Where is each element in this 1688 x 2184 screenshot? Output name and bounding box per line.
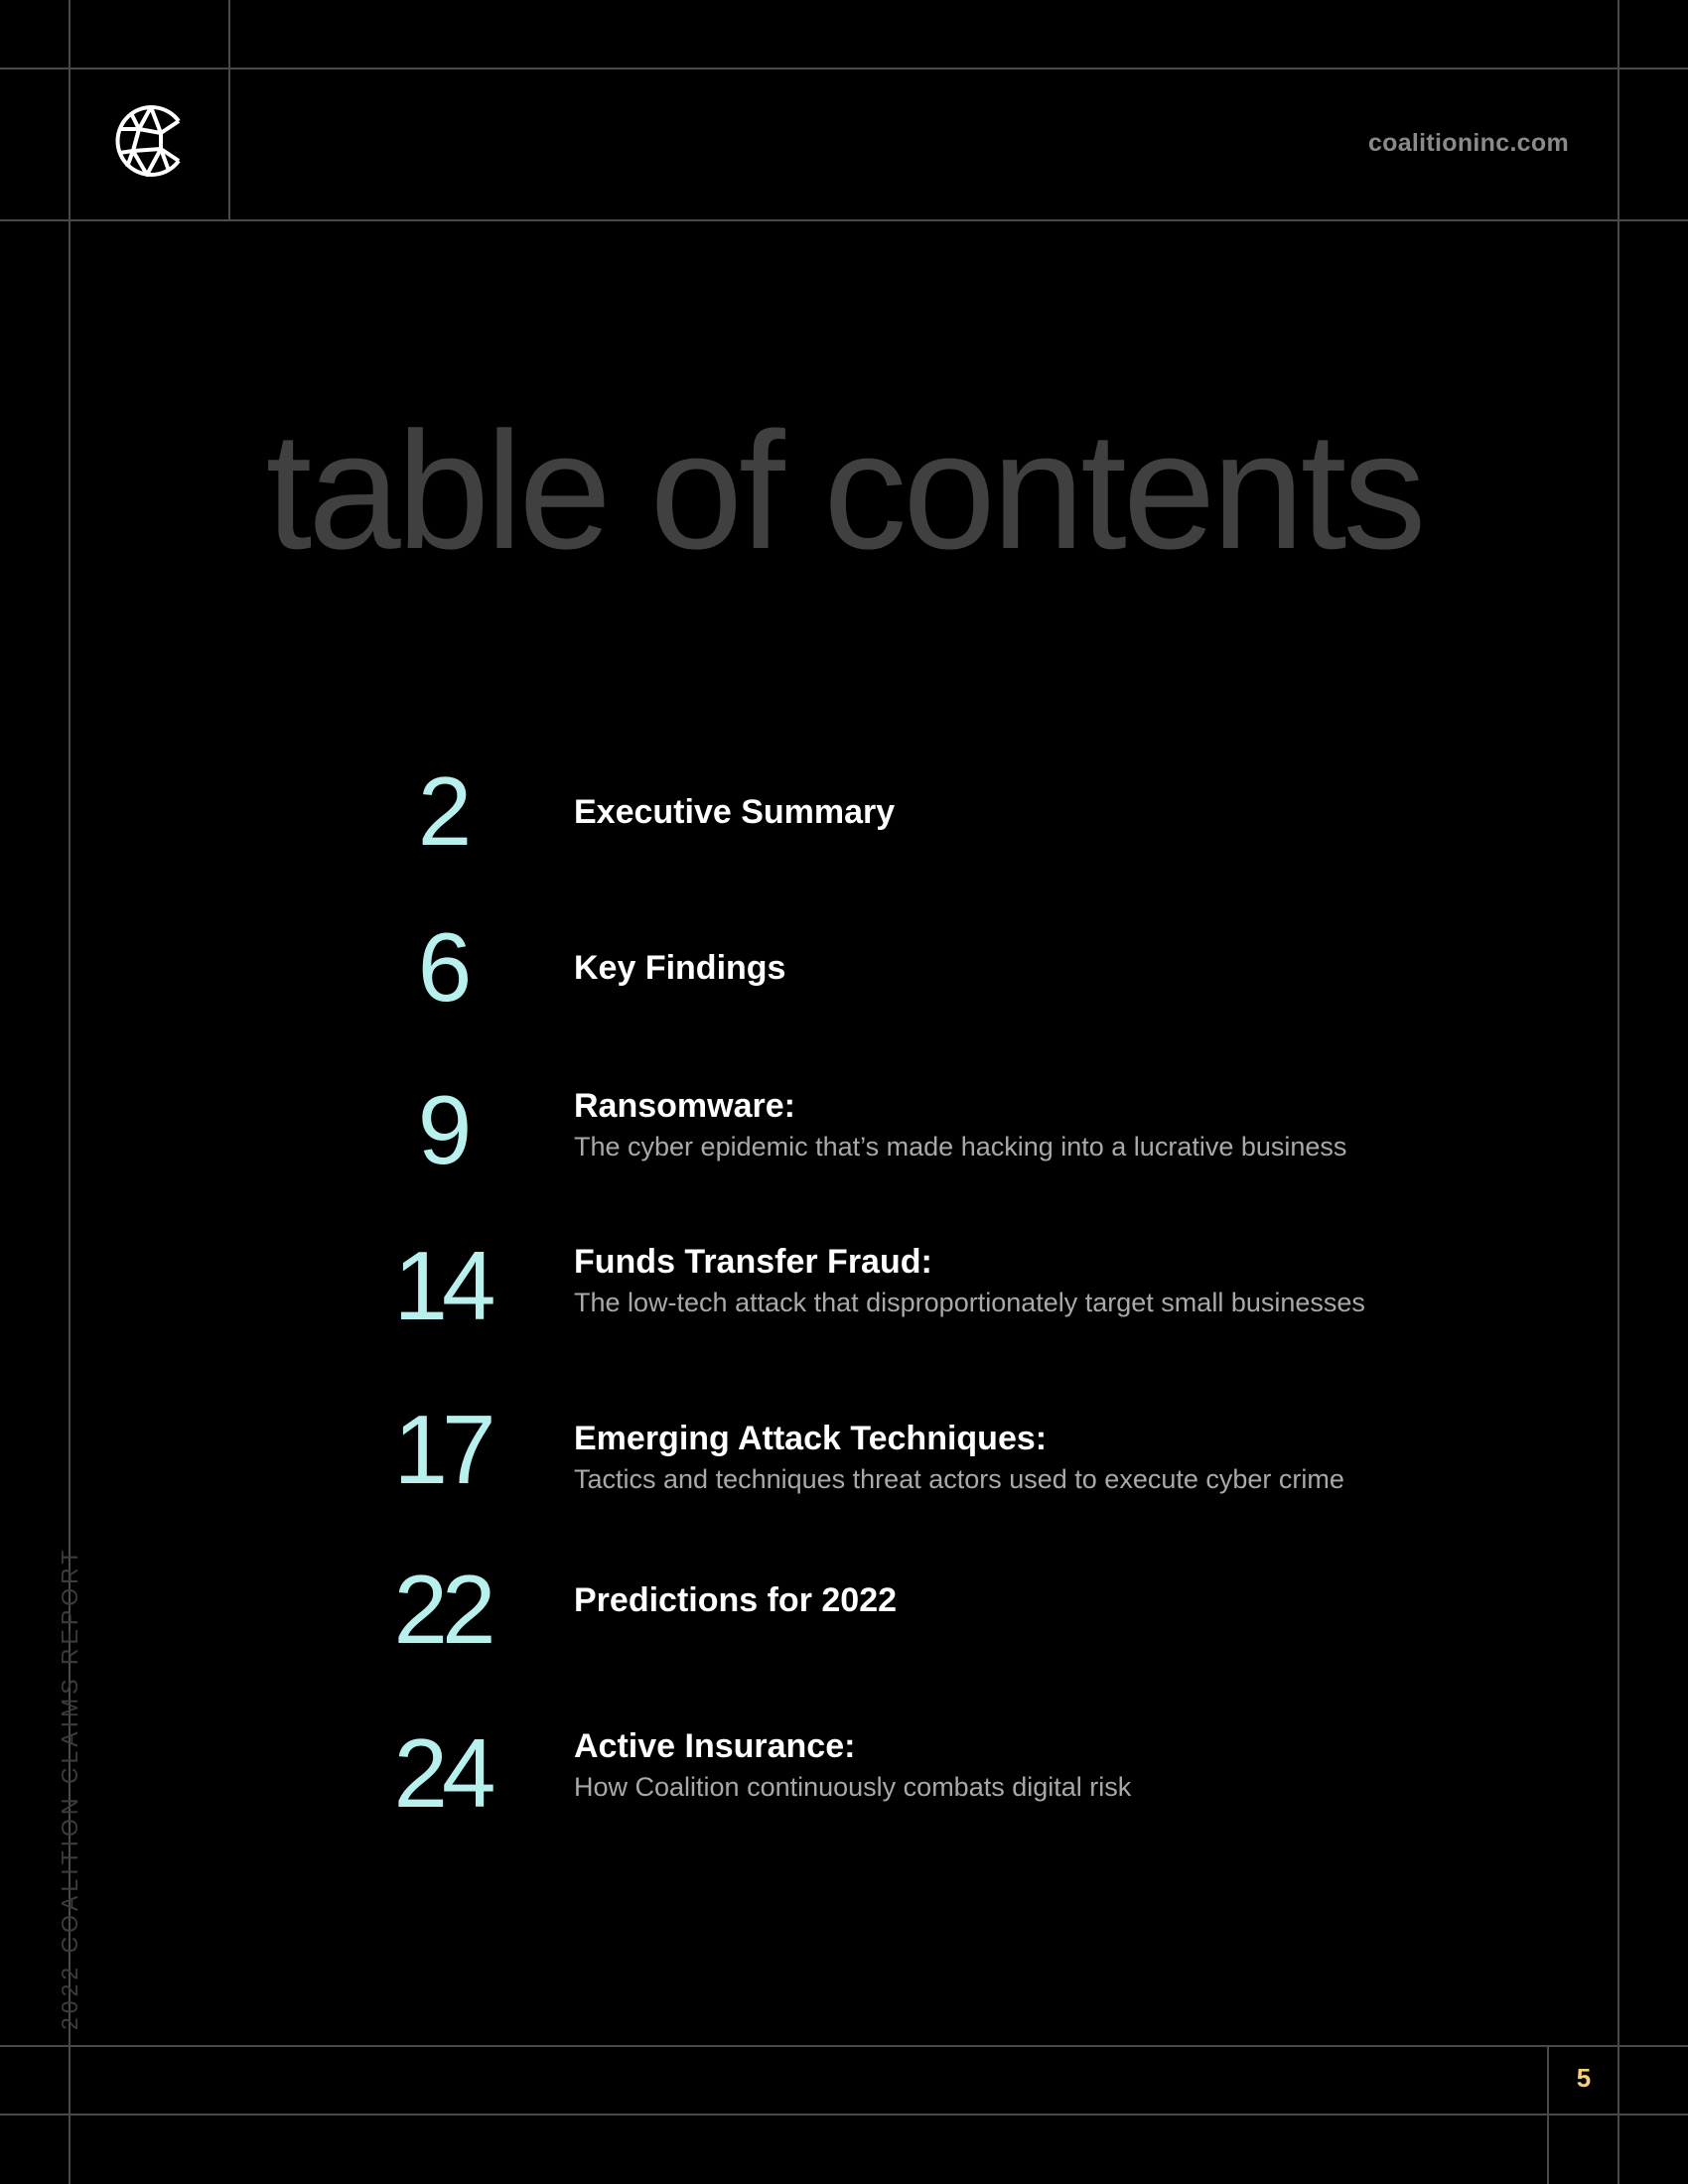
toc-page-number: 22 xyxy=(393,1555,491,1664)
toc-entry[interactable] xyxy=(357,912,1499,1037)
toc-entry-title: Executive Summary xyxy=(574,793,896,831)
toc-entry-title: Ransomware: xyxy=(574,1087,795,1125)
toc-entry-title: Funds Transfer Fraud: xyxy=(574,1243,932,1281)
toc-entry-title: Active Insurance: xyxy=(574,1727,856,1765)
toc-page-number: 24 xyxy=(393,1718,491,1828)
toc-page-number: 9 xyxy=(417,1075,467,1184)
page-number: 5 xyxy=(1576,2063,1592,2093)
toc-entry[interactable] xyxy=(357,1395,1499,1520)
website-url[interactable]: coalitioninc.com xyxy=(1367,129,1569,157)
toc-entry[interactable] xyxy=(357,1718,1499,1843)
toc-page-number: 6 xyxy=(417,912,467,1022)
toc-page-number: 14 xyxy=(393,1231,491,1340)
toc-page-number: 2 xyxy=(417,756,467,866)
toc-entry[interactable] xyxy=(357,1231,1499,1356)
toc-entry-subtitle: How Coalition continuously combats digital risk xyxy=(574,1772,1132,1802)
toc-entry-title: Emerging Attack Techniques: xyxy=(574,1420,1048,1457)
page-title: table of contents xyxy=(265,397,1423,584)
toc-entry-title: Predictions for 2022 xyxy=(574,1581,898,1619)
toc-page-number: 17 xyxy=(393,1395,491,1504)
report-label: 2022 COALITION CLAIMS REPORT xyxy=(57,1546,82,2030)
toc-entry-subtitle: Tactics and techniques threat actors used to execute cyber crime xyxy=(574,1464,1344,1494)
toc-entry-subtitle: The low-tech attack that disproportionately target small businesses xyxy=(574,1288,1365,1317)
toc-entry[interactable] xyxy=(357,1555,1499,1680)
toc-entry[interactable] xyxy=(357,1075,1499,1200)
toc-entry[interactable] xyxy=(357,756,1499,882)
toc-entry-title: Key Findings xyxy=(574,949,786,987)
toc-entry-subtitle: The cyber epidemic that’s made hacking into a lucrative business xyxy=(574,1132,1347,1161)
